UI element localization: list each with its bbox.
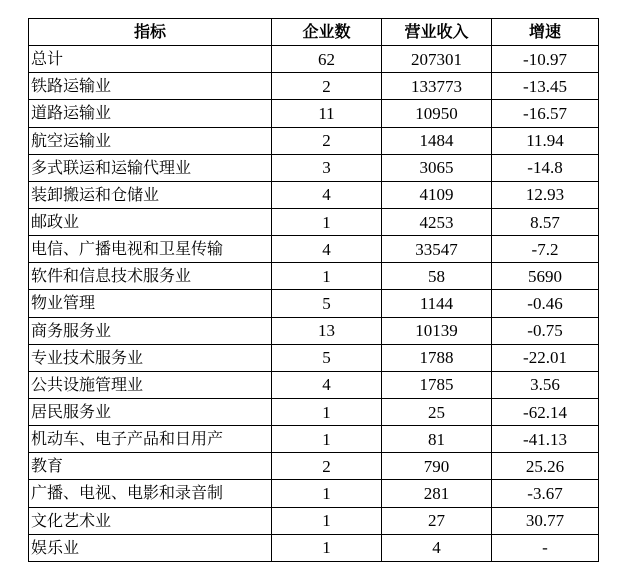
header-indicator: 指标	[29, 19, 272, 46]
cell-operating-revenue: 10950	[382, 100, 492, 127]
cell-growth-rate: -62.14	[492, 398, 599, 425]
cell-enterprise-count: 5	[272, 344, 382, 371]
cell-operating-revenue: 1785	[382, 371, 492, 398]
cell-operating-revenue: 4253	[382, 208, 492, 235]
cell-operating-revenue: 27	[382, 507, 492, 534]
cell-enterprise-count: 2	[272, 453, 382, 480]
cell-indicator: 公共设施管理业	[29, 371, 272, 398]
cell-enterprise-count: 1	[272, 398, 382, 425]
industry-revenue-table-wrap	[28, 18, 598, 562]
cell-growth-rate: -41.13	[492, 426, 599, 453]
table-row	[29, 154, 599, 181]
cell-growth-rate: -13.45	[492, 73, 599, 100]
cell-indicator: 文化艺术业	[29, 507, 272, 534]
cell-enterprise-count: 1	[272, 480, 382, 507]
cell-enterprise-count: 4	[272, 181, 382, 208]
cell-operating-revenue: 58	[382, 263, 492, 290]
table-row	[29, 236, 599, 263]
table-row	[29, 100, 599, 127]
cell-growth-rate: -22.01	[492, 344, 599, 371]
cell-growth-rate: -7.2	[492, 236, 599, 263]
header-row	[29, 19, 599, 46]
table-row	[29, 480, 599, 507]
header-operating-revenue: 营业收入	[382, 19, 492, 46]
table-row	[29, 127, 599, 154]
cell-enterprise-count: 1	[272, 208, 382, 235]
table-row	[29, 290, 599, 317]
table-row	[29, 73, 599, 100]
cell-indicator: 专业技术服务业	[29, 344, 272, 371]
cell-indicator: 娱乐业	[29, 534, 272, 561]
cell-indicator: 装卸搬运和仓储业	[29, 181, 272, 208]
cell-growth-rate: -14.8	[492, 154, 599, 181]
cell-growth-rate: 12.93	[492, 181, 599, 208]
table-row	[29, 398, 599, 425]
cell-enterprise-count: 11	[272, 100, 382, 127]
table-row	[29, 453, 599, 480]
cell-indicator: 多式联运和运输代理业	[29, 154, 272, 181]
cell-indicator: 道路运输业	[29, 100, 272, 127]
table-row	[29, 208, 599, 235]
cell-operating-revenue: 4	[382, 534, 492, 561]
table-row	[29, 371, 599, 398]
cell-growth-rate: 3.56	[492, 371, 599, 398]
table-row	[29, 46, 599, 73]
header-enterprise-count: 企业数	[272, 19, 382, 46]
cell-growth-rate: 11.94	[492, 127, 599, 154]
cell-growth-rate: 8.57	[492, 208, 599, 235]
cell-enterprise-count: 1	[272, 426, 382, 453]
table-header	[29, 19, 599, 46]
cell-indicator: 商务服务业	[29, 317, 272, 344]
table-row	[29, 507, 599, 534]
cell-indicator: 电信、广播电视和卫星传输	[29, 236, 272, 263]
cell-operating-revenue: 207301	[382, 46, 492, 73]
cell-enterprise-count: 62	[272, 46, 382, 73]
cell-growth-rate: -	[492, 534, 599, 561]
cell-growth-rate: -0.46	[492, 290, 599, 317]
cell-growth-rate: 5690	[492, 263, 599, 290]
cell-operating-revenue: 4109	[382, 181, 492, 208]
cell-operating-revenue: 25	[382, 398, 492, 425]
table-row	[29, 344, 599, 371]
industry-revenue-table	[28, 18, 599, 562]
table-body	[29, 46, 599, 562]
cell-enterprise-count: 3	[272, 154, 382, 181]
cell-indicator: 广播、电视、电影和录音制	[29, 480, 272, 507]
cell-operating-revenue: 3065	[382, 154, 492, 181]
cell-indicator: 居民服务业	[29, 398, 272, 425]
cell-operating-revenue: 133773	[382, 73, 492, 100]
cell-operating-revenue: 10139	[382, 317, 492, 344]
cell-operating-revenue: 81	[382, 426, 492, 453]
cell-indicator: 软件和信息技术服务业	[29, 263, 272, 290]
cell-growth-rate: -16.57	[492, 100, 599, 127]
cell-enterprise-count: 1	[272, 263, 382, 290]
table-row	[29, 426, 599, 453]
table-row	[29, 534, 599, 561]
table-row	[29, 317, 599, 344]
cell-indicator: 物业管理	[29, 290, 272, 317]
cell-operating-revenue: 281	[382, 480, 492, 507]
cell-indicator: 邮政业	[29, 208, 272, 235]
header-growth-rate: 增速	[492, 19, 599, 46]
cell-indicator: 机动车、电子产品和日用产	[29, 426, 272, 453]
cell-enterprise-count: 1	[272, 534, 382, 561]
cell-operating-revenue: 33547	[382, 236, 492, 263]
cell-growth-rate: -10.97	[492, 46, 599, 73]
cell-indicator: 铁路运输业	[29, 73, 272, 100]
cell-operating-revenue: 1144	[382, 290, 492, 317]
cell-indicator: 教育	[29, 453, 272, 480]
cell-growth-rate: -3.67	[492, 480, 599, 507]
cell-enterprise-count: 4	[272, 236, 382, 263]
cell-enterprise-count: 13	[272, 317, 382, 344]
cell-enterprise-count: 5	[272, 290, 382, 317]
cell-operating-revenue: 1484	[382, 127, 492, 154]
cell-growth-rate: 30.77	[492, 507, 599, 534]
table-row	[29, 263, 599, 290]
cell-operating-revenue: 790	[382, 453, 492, 480]
cell-indicator: 航空运输业	[29, 127, 272, 154]
cell-enterprise-count: 4	[272, 371, 382, 398]
cell-enterprise-count: 2	[272, 127, 382, 154]
cell-growth-rate: -0.75	[492, 317, 599, 344]
table-row	[29, 181, 599, 208]
cell-growth-rate: 25.26	[492, 453, 599, 480]
cell-enterprise-count: 1	[272, 507, 382, 534]
cell-enterprise-count: 2	[272, 73, 382, 100]
cell-operating-revenue: 1788	[382, 344, 492, 371]
cell-indicator: 总计	[29, 46, 272, 73]
